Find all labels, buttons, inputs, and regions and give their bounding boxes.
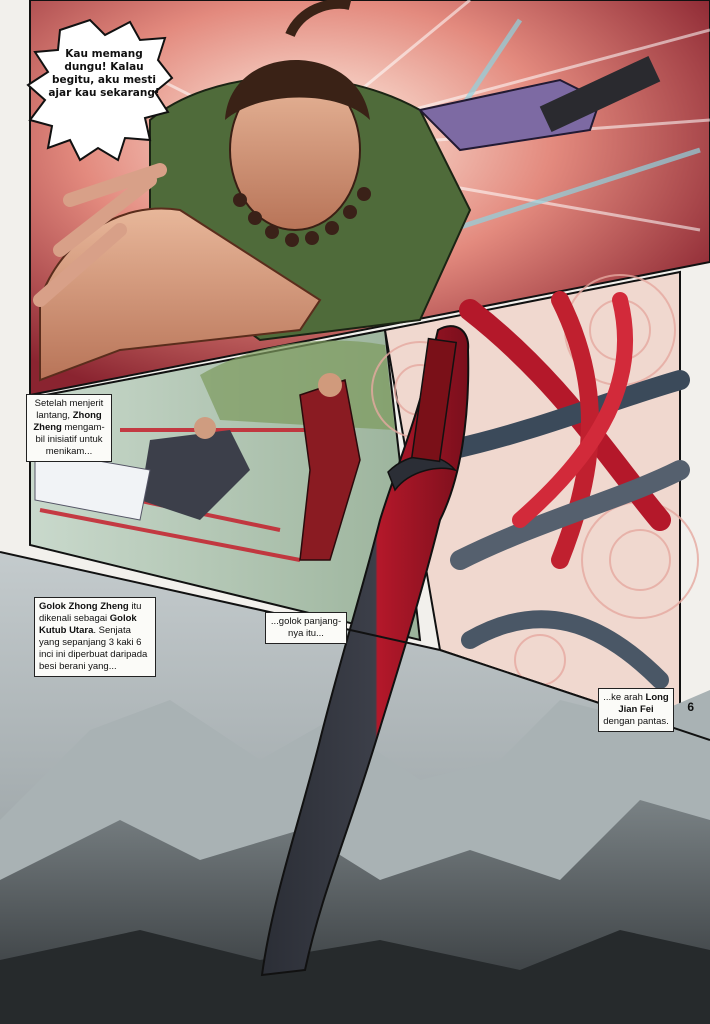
caption-text: Setelah menjerit lantang, — [34, 398, 104, 421]
caption-box — [34, 597, 156, 677]
caption-text: ...golok panjang-nya itu... — [270, 616, 342, 639]
speech-bubble-text: Kau memang dungu! Kalau begitu, aku mesti ajar kau sekarang! — [48, 48, 160, 99]
caption-bold-text: Zhong Zheng — [33, 410, 102, 433]
caption-bold-text: Golok Zhong Zheng — [39, 601, 129, 612]
caption-text: dengan pantas. — [603, 716, 669, 727]
caption-box — [265, 612, 347, 644]
caption-bold-text: Golok Kutub Utara — [39, 613, 137, 636]
caption-text: ...ke arah — [603, 692, 646, 703]
caption-text: . Senjata yang sepanjang 3 kaki 6 inci ini diperbuat daripada besi berani yang... — [39, 625, 148, 672]
caption-text: mengam-bil inisiatif untuk menikam... — [35, 422, 105, 457]
caption-box — [598, 688, 674, 732]
caption-text: itu dikenali sebagai — [39, 601, 142, 624]
caption-box — [26, 394, 112, 462]
page-number: 6 — [687, 700, 694, 714]
caption-bold-text: Long Jian Fei — [618, 692, 669, 715]
